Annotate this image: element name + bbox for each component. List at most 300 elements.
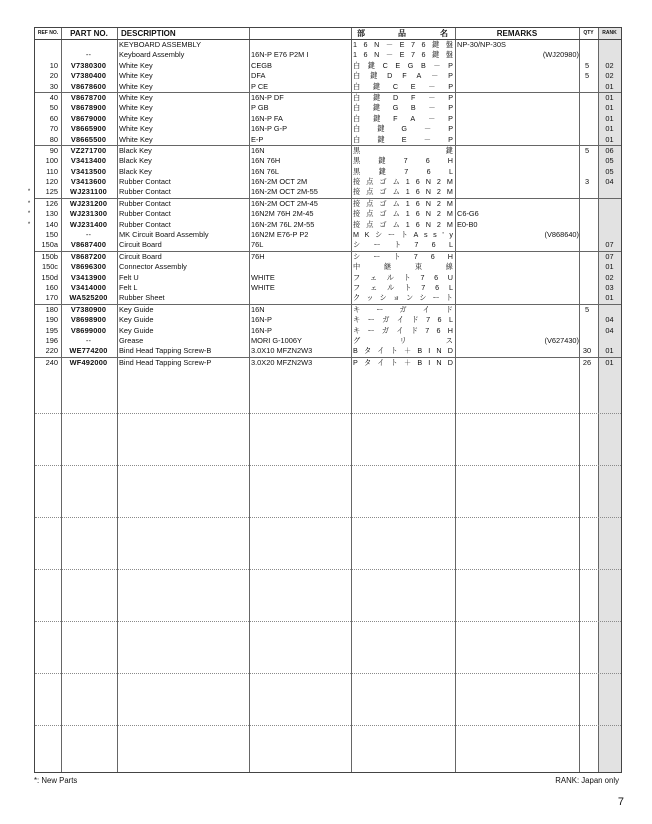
japanese-name-text: 接 点 ゴ ム 1 6 N 2 M: [353, 209, 453, 219]
part-no-cell: V3413600: [70, 177, 107, 187]
guide-line: [35, 621, 621, 622]
ref-no-cell: 110: [46, 166, 58, 176]
rank-cell: 01: [605, 346, 614, 356]
spec-cell: E-P: [251, 134, 264, 144]
japanese-name-text: フ ェ ル ト 7 6 U: [353, 272, 453, 282]
japanese-name-text: 接 点 ゴ ム 1 6 N 2 M: [353, 187, 453, 197]
table-row: [35, 145, 621, 156]
rank-cell: [598, 230, 621, 240]
spec-cell: 16N-2M OCT 2M: [251, 177, 308, 187]
rank-cell: 01: [605, 134, 614, 144]
qty-cell: 5: [584, 145, 590, 155]
part-no-cell: V8699000: [70, 325, 107, 335]
description-cell: Bind Head Tapping Screw-P: [119, 357, 212, 367]
part-no-cell: WJ231300: [69, 209, 108, 219]
ref-no-cell: 60: [49, 113, 58, 123]
table-row: [35, 167, 621, 177]
qty-cell: [579, 124, 595, 134]
spec-cell: 16N-P G-P: [251, 124, 288, 134]
japanese-name-cell: [353, 315, 453, 325]
description-cell: White Key: [119, 113, 153, 123]
remarks-cell: [457, 262, 579, 272]
remarks-cell: [457, 124, 579, 134]
remarks-cell: [457, 283, 579, 293]
remarks-cell: [457, 346, 579, 356]
table-row: [35, 135, 621, 145]
spec-cell: 3.0X10 MFZN2W3: [251, 346, 313, 356]
ref-no-cell: 150c: [41, 262, 58, 272]
table-row: [35, 61, 621, 71]
japanese-name-cell: [353, 230, 453, 240]
spec-cell: 76H: [251, 251, 265, 261]
table-row: [35, 262, 621, 272]
remarks-cell: NP-30/NP-30S: [457, 40, 506, 49]
table-row: [35, 315, 621, 325]
japanese-name-cell: [353, 124, 453, 134]
ref-no-cell: 120: [45, 177, 58, 187]
japanese-name-text: 白 鍵 D F A － P: [353, 71, 453, 81]
table-row: [35, 103, 621, 113]
ref-no-cell: 180: [45, 304, 58, 314]
header-rank: RANK: [602, 30, 617, 36]
remarks-cell: [457, 146, 579, 156]
rank-cell: 05: [605, 166, 614, 176]
description-cell: White Key: [119, 60, 153, 70]
part-no-cell: WJ231100: [70, 187, 107, 197]
qty-cell: [579, 240, 595, 250]
spec-cell: 16N-P E76 P2M I: [251, 50, 309, 60]
header-description: DESCRIPTION: [121, 29, 176, 38]
remarks-cell: [457, 93, 579, 103]
ref-no-cell: 90: [49, 145, 58, 155]
japanese-name-cell: [353, 146, 453, 156]
table-row: [35, 346, 621, 356]
parts-rows: [27, 40, 621, 368]
spec-cell: 16N: [251, 304, 265, 314]
rank-cell: [598, 209, 621, 219]
guide-line: [35, 725, 621, 726]
remarks-cell: [457, 135, 579, 145]
spec-cell: P CE: [251, 81, 269, 91]
table-row: [35, 82, 621, 92]
remarks-cell: [457, 82, 579, 92]
qty-cell: 26: [582, 357, 592, 367]
qty-cell: 5: [584, 60, 590, 70]
guide-line: [35, 569, 621, 570]
spec-cell: [251, 262, 349, 272]
table-row: [35, 71, 621, 81]
remarks-cell: [457, 103, 579, 113]
japanese-name-cell: [353, 346, 453, 356]
rank-cell: [598, 336, 621, 346]
qty-cell: [579, 336, 595, 346]
qty-cell: [579, 273, 595, 283]
header-jp-1: 部: [357, 29, 365, 38]
spec-cell: 16N-2M OCT 2M-45: [251, 198, 318, 208]
rank-cell: [598, 220, 621, 230]
table-row: [35, 304, 621, 315]
japanese-name-cell: [353, 156, 453, 166]
japanese-name-text: B タ イ ト ＋ B I N D: [353, 346, 453, 356]
qty-cell: [579, 283, 595, 293]
part-no-cell: V3413900: [70, 272, 107, 282]
japanese-name-text: キ ー ガ イ ド: [353, 304, 453, 314]
remarks-cell: [457, 293, 579, 303]
japanese-name-cell: [353, 61, 453, 71]
table-row: [27, 198, 621, 209]
table-row: [35, 273, 621, 283]
qty-cell: [579, 252, 595, 262]
spec-cell: [251, 293, 349, 303]
part-no-cell: V3413400: [70, 156, 107, 166]
table-header: [35, 28, 621, 40]
ref-no-cell: 220: [45, 346, 58, 356]
rank-cell: [598, 40, 621, 50]
description-cell: Circuit Board: [119, 240, 162, 250]
japanese-name-text: M K シ ー ト A s s ' y: [353, 230, 453, 240]
part-no-cell: --: [85, 335, 92, 345]
table-row: [35, 114, 621, 124]
japanese-name-text: 1 6 N － E 7 6 鍵 盤: [353, 50, 453, 60]
japanese-name-cell: [353, 273, 453, 283]
remarks-cell: [457, 240, 579, 250]
part-no-cell: V7380400: [70, 71, 107, 81]
japanese-name-text: フ ェ ル ト 7 6 L: [353, 282, 453, 292]
spec-cell: 16N2M E76-P P2: [251, 230, 309, 240]
qty-cell: [579, 315, 595, 325]
japanese-name-cell: [353, 93, 453, 103]
description-cell: Grease: [119, 335, 144, 345]
japanese-name-cell: [353, 220, 453, 230]
rank-cell: 02: [605, 60, 614, 70]
new-parts-note: *: New Parts: [34, 776, 78, 785]
spec-cell: 16N 76H: [251, 156, 281, 166]
table-row: [27, 209, 621, 219]
japanese-name-text: 白 鍵 F A － P: [353, 113, 453, 123]
remarks-cell: (V868640): [544, 230, 579, 240]
rank-cell: 01: [605, 124, 614, 134]
japanese-name-cell: [353, 283, 453, 293]
rank-cell: 04: [605, 315, 614, 325]
rank-cell: 01: [605, 81, 614, 91]
qty-cell: [579, 262, 595, 272]
part-no-cell: V8665900: [70, 124, 107, 134]
spec-cell: 16N-2M 76L 2M-55: [251, 219, 315, 229]
qty-cell: [579, 40, 595, 50]
part-no-cell: V8678900: [70, 103, 107, 113]
rank-cell: 01: [605, 293, 614, 303]
qty-cell: [579, 293, 595, 303]
spec-cell: WHITE: [251, 272, 275, 282]
rank-cell: 06: [605, 145, 614, 155]
description-cell: White Key: [119, 134, 153, 144]
japanese-name-cell: [353, 293, 453, 303]
spec-cell: MORI G-1006Y: [251, 335, 302, 345]
ref-no-cell: 190: [45, 315, 58, 325]
qty-cell: [579, 93, 595, 103]
japanese-name-text: 黒 鍵 7 6 L: [353, 166, 453, 176]
ref-no-cell: 10: [49, 60, 58, 70]
part-no-cell: V8687200: [70, 251, 107, 261]
page-number: 7: [617, 796, 624, 808]
part-no-cell: V3413500: [70, 166, 107, 176]
guide-line: [35, 673, 621, 674]
ref-no-cell: 125: [45, 187, 58, 197]
japanese-name-text: 1 6 N － E 7 6 鍵 盤: [353, 40, 453, 49]
rank-cell: 04: [605, 325, 614, 335]
remarks-cell: (V627430): [544, 335, 579, 345]
table-row: [35, 283, 621, 293]
japanese-name-text: 白 鍵 G － P: [353, 124, 453, 134]
remarks-cell: [457, 326, 579, 336]
table-row: [35, 357, 621, 368]
japanese-name-text: 白 鍵 G B － P: [353, 103, 453, 113]
table-row: [35, 124, 621, 134]
remarks-cell: [457, 114, 579, 124]
qty-cell: [579, 103, 595, 113]
japanese-name-text: 接 点 ゴ ム 1 6 N 2 M: [353, 177, 453, 187]
spec-cell: 16N-P DF: [251, 92, 284, 102]
description-cell: Felt U: [119, 272, 139, 282]
header-part-no: PART NO.: [70, 29, 108, 38]
description-cell: White Key: [119, 71, 153, 81]
ref-no-cell: 196: [45, 335, 58, 345]
description-cell: White Key: [119, 124, 153, 134]
guide-line: [35, 413, 621, 414]
description-cell: Rubber Sheet: [119, 293, 165, 303]
japanese-name-text: 白 鍵 C E － P: [353, 81, 453, 91]
japanese-name-text: 白 鍵 C E G B － P: [353, 60, 453, 70]
part-no-cell: V8678700: [70, 92, 107, 102]
remarks-cell: [457, 199, 579, 209]
spec-cell: DFA: [251, 71, 266, 81]
header-ref-no: REF NO.: [37, 30, 59, 36]
part-no-cell: V3414000: [70, 282, 107, 292]
ref-no-cell: 126: [45, 198, 58, 208]
table-row: [35, 40, 621, 50]
remarks-cell: [457, 61, 579, 71]
table-row: [27, 219, 621, 230]
remarks-cell: [457, 252, 579, 262]
qty-cell: [579, 220, 595, 230]
remarks-cell: [457, 305, 579, 315]
qty-cell: [579, 199, 595, 209]
ref-no-cell: 170: [45, 293, 58, 303]
description-cell: White Key: [119, 103, 153, 113]
table-row: [35, 230, 621, 240]
remarks-cell: [457, 358, 579, 368]
part-no-cell: WA525200: [69, 293, 108, 303]
ref-no-cell: 40: [49, 92, 58, 102]
japanese-name-text: 中 継 束 線: [353, 262, 453, 272]
japanese-name-cell: [353, 114, 453, 124]
rank-note: RANK: Japan only: [555, 776, 619, 785]
new-part-marker: *: [27, 221, 31, 228]
part-no-cell: WJ231400: [69, 219, 108, 229]
spec-cell: 16N-P: [251, 315, 272, 325]
table-row: [35, 240, 621, 250]
spec-cell: 3.0X20 MFZN2W3: [251, 357, 313, 367]
ref-no-cell: 195: [45, 325, 58, 335]
rank-cell: [598, 199, 621, 209]
qty-cell: 3: [584, 177, 590, 187]
japanese-name-text: 黒 鍵: [353, 145, 453, 155]
header-jp-3: 名: [440, 29, 448, 38]
rank-cell: 01: [605, 262, 614, 272]
spec-cell: 16N-2M OCT 2M-55: [251, 187, 318, 197]
rank-cell: [598, 187, 621, 197]
spec-cell: 16N: [251, 145, 265, 155]
header-jp-2: 品: [398, 29, 406, 38]
description-cell: Key Guide: [119, 315, 154, 325]
header-qty: QTY: [583, 30, 594, 36]
spec-cell: 16N-P: [251, 325, 272, 335]
japanese-name-cell: [353, 40, 453, 50]
remarks-cell: C6-G6: [457, 209, 479, 219]
part-no-cell: WE774200: [69, 346, 108, 356]
remarks-cell: [457, 177, 579, 187]
qty-cell: [579, 82, 595, 92]
qty-cell: [579, 209, 595, 219]
table-row: [35, 336, 621, 346]
description-cell: Rubber Contact: [119, 198, 171, 208]
remarks-cell: [457, 167, 579, 177]
remarks-cell: E0-B0: [457, 219, 478, 229]
part-no-cell: V8679000: [70, 113, 107, 123]
rank-cell: 07: [605, 240, 614, 250]
guide-line: [35, 465, 621, 466]
remarks-cell: [457, 273, 579, 283]
qty-cell: [579, 187, 595, 197]
japanese-name-cell: [353, 103, 453, 113]
japanese-name-cell: [353, 135, 453, 145]
part-no-cell: V8665500: [70, 134, 107, 144]
part-no-cell: V8678600: [70, 81, 107, 91]
japanese-name-cell: [353, 252, 453, 262]
guide-line: [35, 517, 621, 518]
spec-cell: 16N2M 76H 2M-45: [251, 209, 314, 219]
japanese-name-cell: [353, 82, 453, 92]
description-cell: White Key: [119, 92, 153, 102]
spec-cell: WHITE: [251, 282, 275, 292]
header-remarks: REMARKS: [496, 29, 538, 38]
table-row: [35, 156, 621, 166]
japanese-name-cell: [353, 209, 453, 219]
ref-no-cell: 30: [49, 81, 58, 91]
ref-no-cell: 240: [45, 357, 58, 367]
new-part-marker: *: [27, 189, 31, 196]
japanese-name-text: P タ イ ト ＋ B I N D: [353, 357, 453, 367]
description-cell: Key Guide: [119, 304, 154, 314]
part-no-cell: V8698900: [70, 315, 107, 325]
japanese-name-cell: [353, 305, 453, 315]
description-cell: KEYBOARD ASSEMBLY: [119, 40, 202, 49]
japanese-name-cell: [353, 167, 453, 177]
ref-no-cell: 20: [49, 71, 58, 81]
description-cell: Rubber Contact: [119, 209, 171, 219]
japanese-name-cell: [353, 358, 453, 368]
table-row: [35, 251, 621, 262]
table-row: [35, 50, 621, 60]
japanese-name-cell: [353, 177, 453, 187]
spec-cell: CEGB: [251, 60, 272, 70]
qty-cell: [579, 167, 595, 177]
qty-cell: [579, 326, 595, 336]
remarks-cell: [457, 156, 579, 166]
japanese-name-text: 白 鍵 D F － P: [353, 92, 453, 102]
rank-cell: 02: [605, 272, 614, 282]
japanese-name-text: 白 鍵 E － P: [353, 134, 453, 144]
spec-cell: 16N-P FA: [251, 113, 283, 123]
japanese-name-cell: [353, 262, 453, 272]
ref-no-cell: 100: [45, 156, 58, 166]
japanese-name-cell: [353, 326, 453, 336]
description-cell: Bind Head Tapping Screw-B: [119, 346, 212, 356]
new-part-marker: *: [27, 211, 31, 218]
japanese-name-text: キ ー ガ イ ド 7 6 L: [353, 315, 453, 325]
remarks-cell: [457, 187, 579, 197]
qty-cell: 5: [584, 304, 590, 314]
part-no-cell: --: [85, 230, 92, 240]
part-no-cell: V8687400: [70, 240, 107, 250]
rank-cell: 02: [605, 71, 614, 81]
rank-cell: 07: [605, 251, 614, 261]
spec-cell: 76L: [251, 240, 264, 250]
description-cell: MK Circuit Board Assembly: [119, 230, 209, 240]
spec-cell: P GB: [251, 103, 269, 113]
rank-cell: [598, 50, 621, 60]
japanese-name-cell: [353, 50, 453, 60]
ref-no-cell: 150b: [41, 251, 58, 261]
qty-cell: [579, 50, 595, 60]
part-no-cell: V8696300: [70, 262, 107, 272]
spec-cell: [251, 40, 349, 50]
remarks-cell: (WJ20980): [542, 50, 579, 60]
description-cell: Circuit Board: [119, 251, 162, 261]
ref-no-cell: 150a: [41, 240, 58, 250]
qty-cell: [579, 114, 595, 124]
rank-cell: 01: [605, 357, 614, 367]
parts-list-table: [27, 27, 622, 773]
description-cell: Rubber Contact: [119, 219, 171, 229]
japanese-name-text: ク ッ シ ョ ン シ ー ト: [353, 293, 453, 303]
description-cell: Rubber Contact: [119, 177, 171, 187]
description-cell: White Key: [119, 81, 153, 91]
qty-cell: 30: [582, 346, 592, 356]
description-cell: Connector Assembly: [119, 262, 187, 272]
description-cell: Black Key: [119, 166, 152, 176]
ref-no-cell: 130: [45, 209, 58, 219]
japanese-name-text: 黒 鍵 7 6 H: [353, 156, 453, 166]
qty-cell: [579, 230, 595, 240]
part-no-cell: --: [85, 50, 92, 60]
rank-cell: [598, 305, 621, 315]
table-row: [35, 326, 621, 336]
description-cell: Key Guide: [119, 325, 154, 335]
part-no-cell: [62, 40, 115, 50]
japanese-name-cell: [353, 71, 453, 81]
remarks-cell: [457, 71, 579, 81]
table-row: [35, 92, 621, 103]
table-row: [35, 293, 621, 303]
ref-no-cell: [35, 40, 58, 50]
japanese-name-cell: [353, 336, 453, 346]
ref-no-cell: 140: [45, 219, 58, 229]
ref-no-cell: 150d: [41, 272, 58, 282]
japanese-name-text: 接 点 ゴ ム 1 6 N 2 M: [353, 198, 453, 208]
japanese-name-cell: [353, 199, 453, 209]
part-no-cell: V7380900: [70, 304, 107, 314]
